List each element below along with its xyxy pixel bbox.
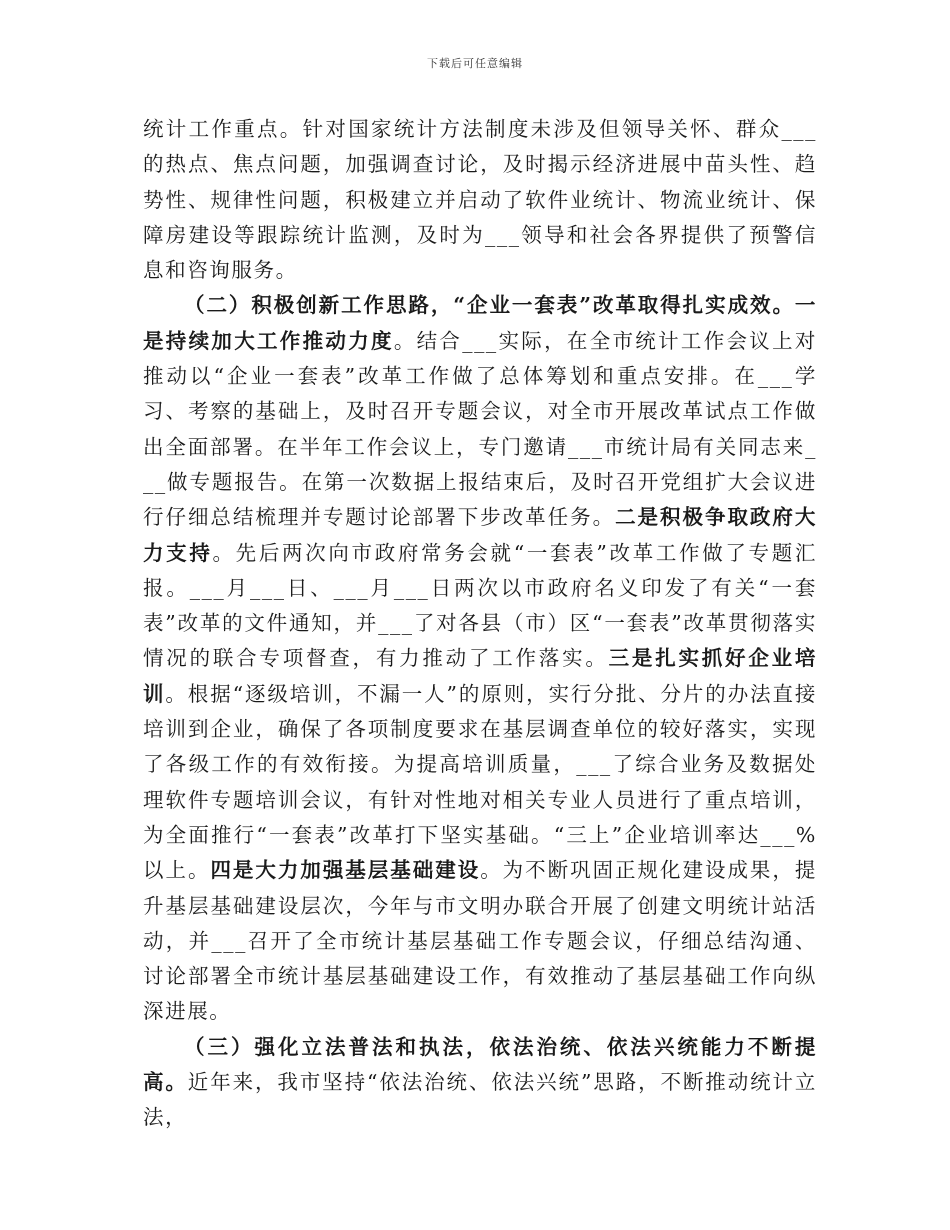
page-header: 下载后可任意编辑 bbox=[427, 57, 523, 70]
point-heading-1: 一是持续加大工作推动力度 bbox=[143, 293, 817, 353]
paragraph-legislation bbox=[143, 1030, 817, 1136]
paragraph-reform bbox=[143, 288, 817, 1029]
point-text-4: 。为不断巩固正规化建设成果，提升基层基础建设层次，今年与市文明办联合开展了创建文明统计站活动，并___召开了全市统计基层基础工作专题会议，仔细总结沟通、讨论部署全市统计基层基础建设工作，有效推动了基层基础工作向纵深进展。 bbox=[143, 858, 817, 1024]
section-heading-3: （三）强化立法普法和执法，依法治统、依法兴统能力不断提高。 bbox=[143, 1034, 817, 1095]
point-text-2: 。先后两次向市政府常务会就“一套表”改革工作做了专题汇报。___月___日、___月___日两次以市政府名义印发了有关“一套表”改革的文件通知，并___了对各县（市）区“一套表”改革贯彻落实情况的联合专项督查，有力推动了工作落实。 bbox=[143, 540, 817, 671]
point-heading-2: 二是积极争取政府大力支持 bbox=[143, 505, 817, 565]
section-heading-2: （二）积极创新工作思路，“企业一套表”改革取得扎实成效。 bbox=[184, 293, 795, 318]
point-heading-3: 三是扎实抓好企业培训 bbox=[143, 646, 817, 706]
document-body bbox=[143, 112, 817, 1136]
paragraph-statistics-focus: 统计工作重点。针对国家统计方法制度未涉及但领导关怀、群众___的热点、焦点问题，加强调查讨论，及时揭示经济进展中苗头性、趋势性、规律性问题，积极建立并启动了软件业统计、物流业统计、保障房建设等跟踪统计监测，及时为___领导和社会各界提供了预警信息和咨询服务。 bbox=[143, 117, 817, 283]
paragraph-legislation-text: 近年来，我市坚持“依法治统、依法兴统”思路，不断推动统计立法， bbox=[143, 1070, 817, 1130]
point-text-3: 。根据“逐级培训，不漏一人”的原则，实行分批、分片的办法直接培训到企业，确保了各项制度要求在基层调查单位的较好落实，实现了各级工作的有效衔接。为提高培训质量，___了综合业务及数据处理软件专题培训会议，有针对性地对相关专业人员进行了重点培训，为全面推行“一套表”改革打下坚实基础。“三上”企业培训率达___%以上。 bbox=[143, 681, 817, 883]
point-text-1: 。结合___实际，在全市统计工作会议上对推动以“企业一套表”改革工作做了总体筹划和重点安排。在___学习、考察的基础上，及时召开专题会议，对全市开展改革试点工作做出全面部署。在半年工作会议上，专门邀请___市统计局有关同志来___做专题报告。在第一次数据上报结束后，及时召开党组扩大会议进行仔细总结梳理并专题讨论部署下步改革任务。 bbox=[143, 328, 818, 530]
point-heading-4: 四是大力加强基层基础建设 bbox=[210, 858, 481, 883]
